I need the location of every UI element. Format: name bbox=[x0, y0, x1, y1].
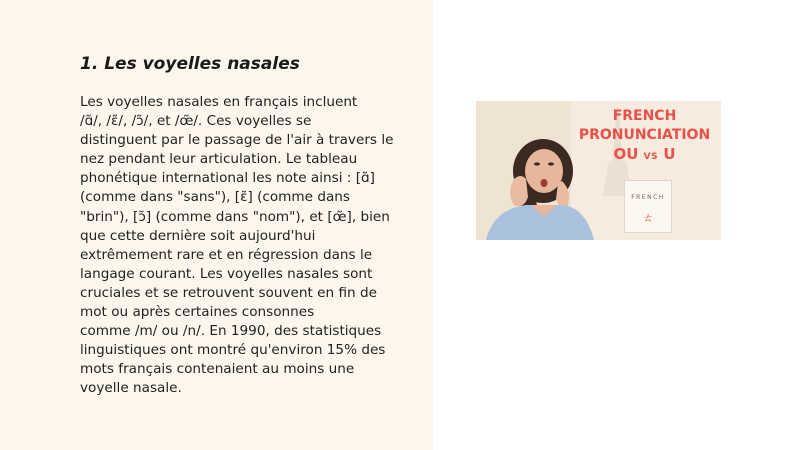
body-line: mots français contenaient au moins une bbox=[80, 361, 355, 378]
title-u: U bbox=[663, 145, 676, 163]
body-line: mot ou après certaines consonnes bbox=[80, 304, 315, 321]
body-line: (comme dans "sans"), [ɛ̃] (comme dans bbox=[80, 189, 350, 206]
title-vs: VS bbox=[643, 152, 659, 162]
body-line: langage courant. Les voyelles nasales sont bbox=[80, 265, 373, 282]
logo-mark: ㄊ bbox=[642, 211, 654, 224]
body-line: cruciales et se retrouvent souvent en fin de bbox=[80, 284, 377, 301]
body-line: phonétique international les note ainsi : [ɑ̃] bbox=[80, 170, 375, 187]
body-line: "brin"), [ɔ̃] (comme dans "nom"), et [œ̃], bien bbox=[80, 208, 390, 225]
logo-text: FRENCH bbox=[631, 194, 665, 201]
video-thumbnail bbox=[476, 101, 721, 240]
title-line-ou-vs-u bbox=[568, 145, 721, 167]
body-line: comme /m/ ou /n/. En 1990, des statistiques bbox=[80, 323, 382, 340]
thumbnail-title bbox=[568, 107, 721, 167]
title-line-pronunciation: PRONUNCIATION bbox=[578, 127, 711, 143]
body-line: nez pendant leur articulation. Le tableau bbox=[80, 151, 358, 168]
body-line: voyelle nasale. bbox=[80, 380, 182, 397]
body-line: extrêmement rare et en régression dans le bbox=[80, 246, 373, 263]
french-brand-logo-icon bbox=[624, 180, 672, 233]
section-heading: 1. Les voyelles nasales bbox=[80, 54, 300, 74]
body-line: linguistiques ont montré qu'environ 15% des bbox=[80, 342, 386, 359]
section-body bbox=[80, 93, 420, 399]
body-line: Les voyelles nasales en français incluent bbox=[80, 94, 358, 110]
body-line: distinguent par le passage de l'air à travers le bbox=[80, 132, 394, 149]
title-ou: OU bbox=[613, 145, 639, 163]
body-line: que cette dernière soit aujourd'hui bbox=[80, 227, 316, 244]
title-line-french: FRENCH bbox=[612, 108, 677, 124]
body-line: /ɑ̃/, /ɛ̃/, /ɔ̃/, et /œ̃/. Ces voyelles se bbox=[80, 113, 312, 130]
